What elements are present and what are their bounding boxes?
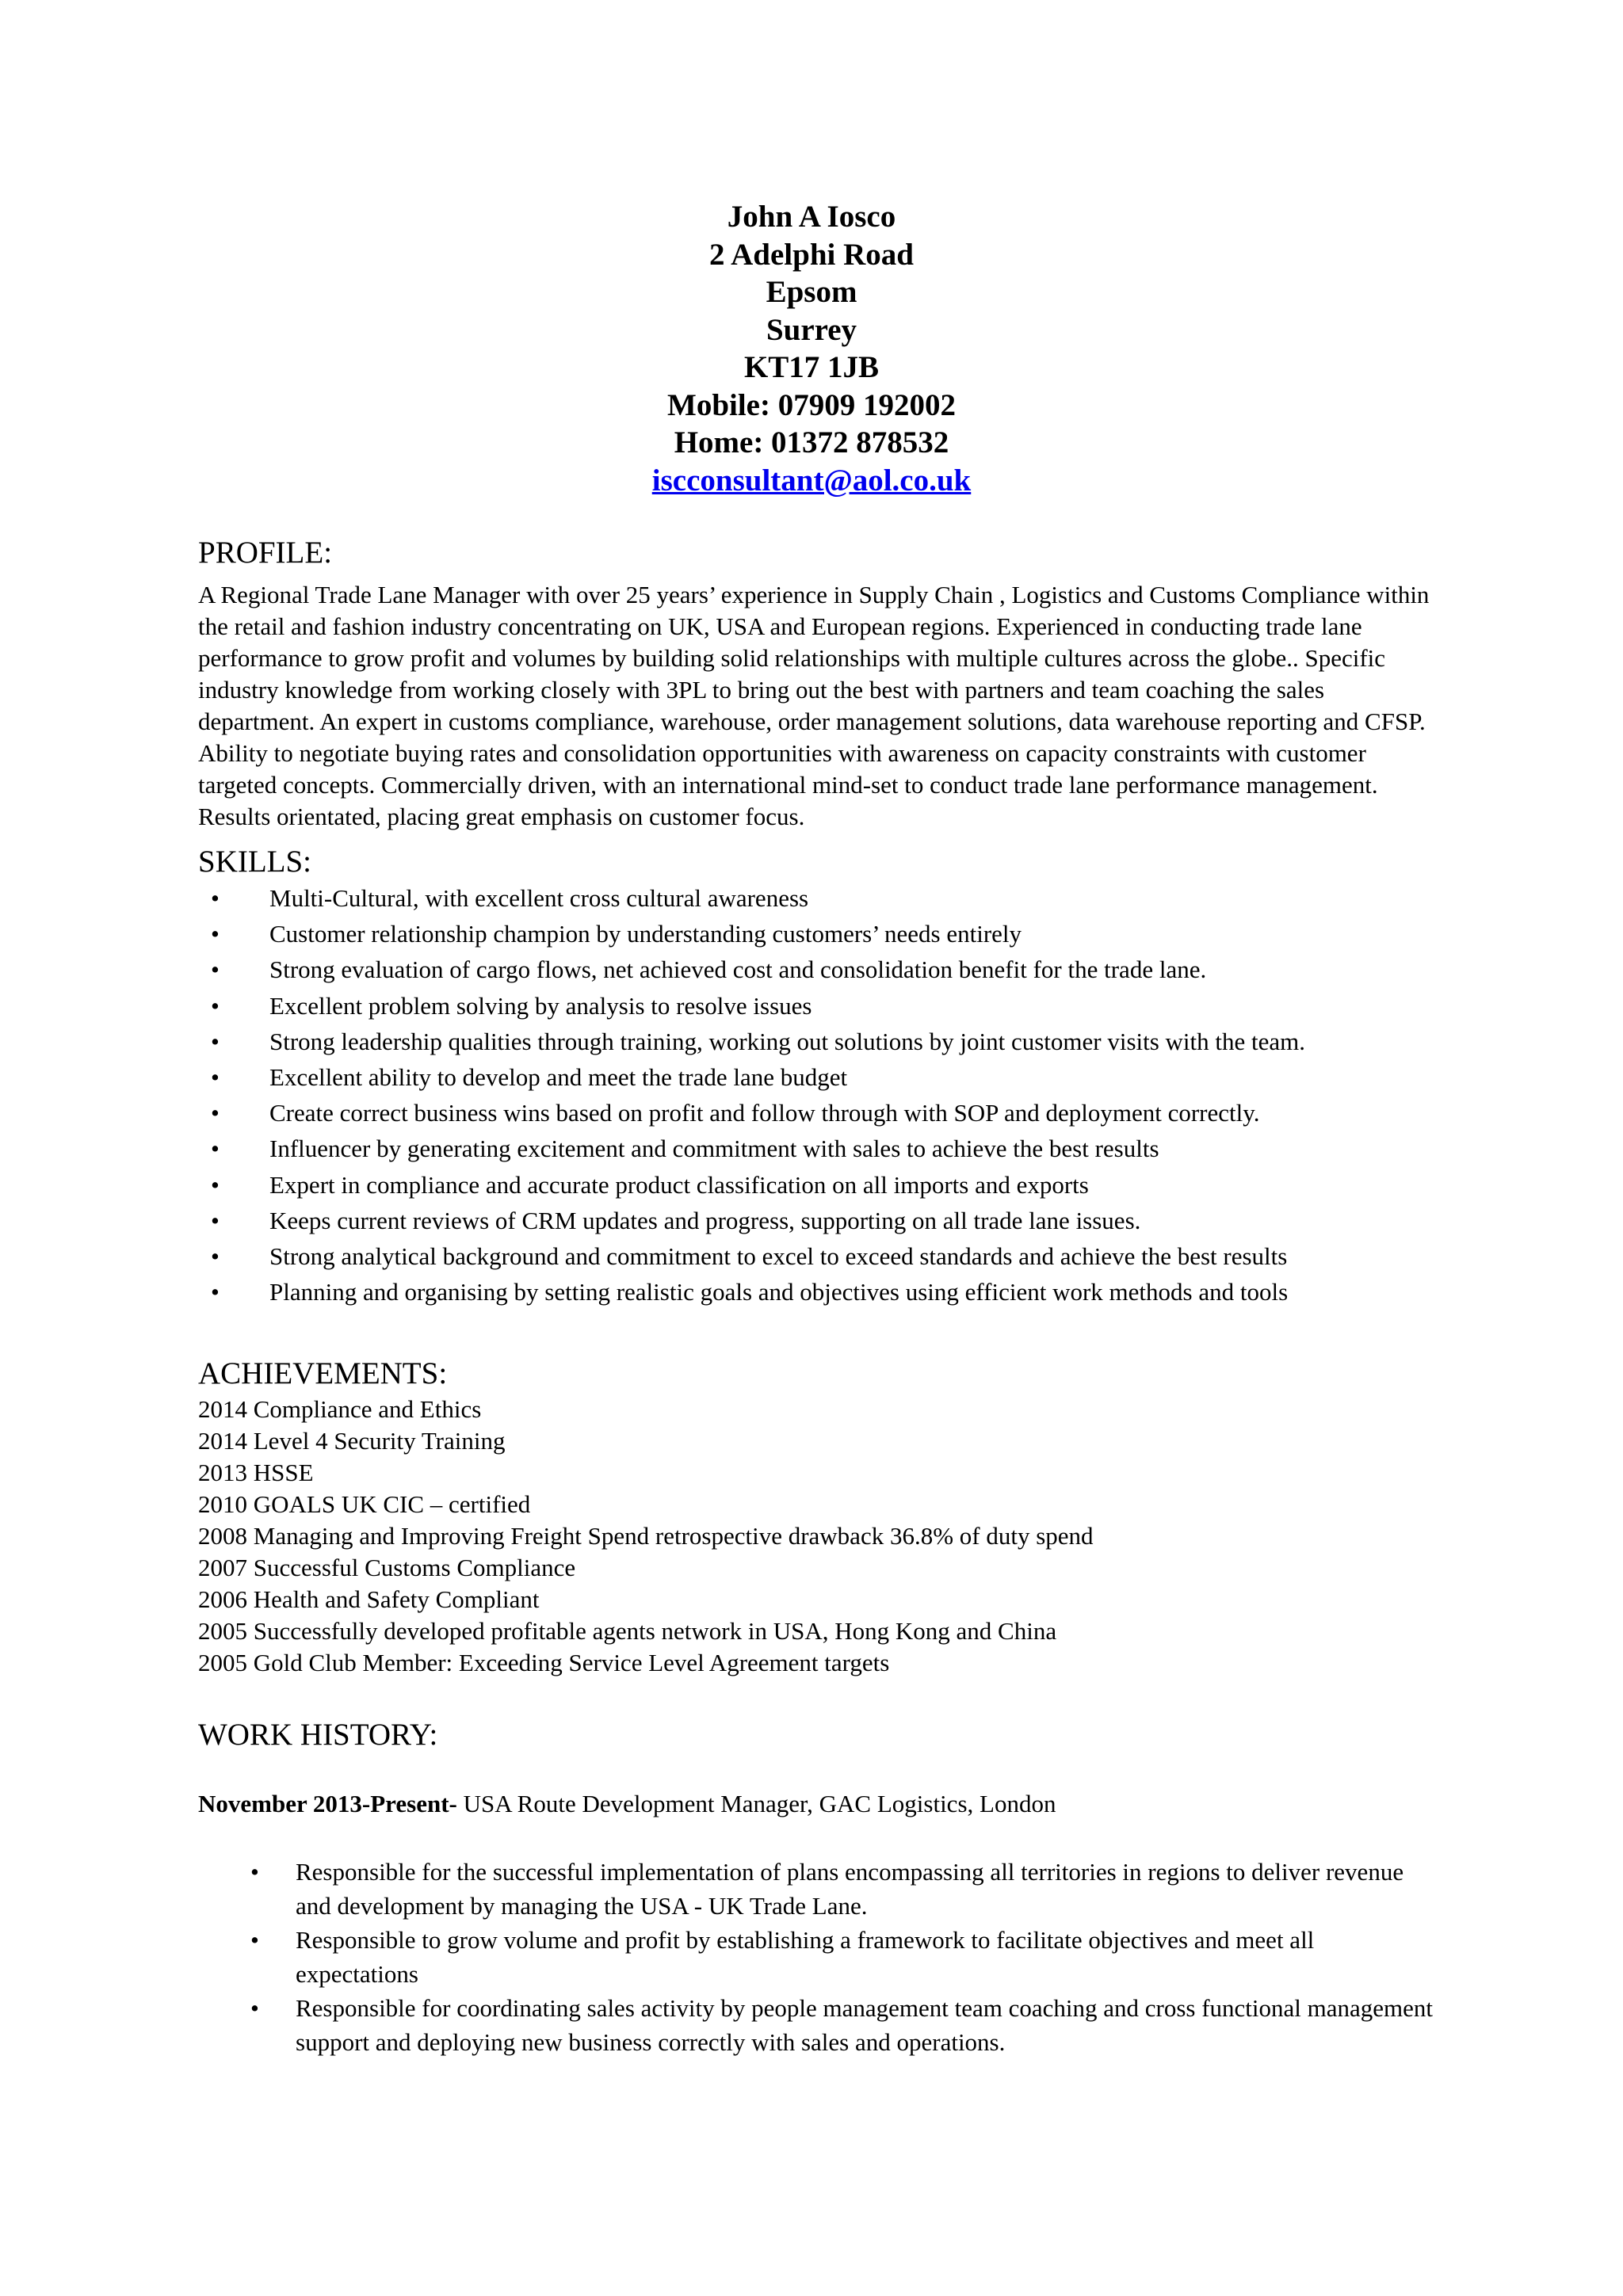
profile-text: A Regional Trade Lane Manager with over 25 years’ experience in Supply Chain , Logistics and Customs Compliance within the retail and fashion industry concentrating on UK, USA and European regions. Experienced in conducting trade lane performance to grow profit and volumes by building solid relationships with multiple cultures across the globe.. Specific industry knowledge from working closely with 3PL to bring out the best with partners and team coaching the sales department. An expert in customs compliance, warehouse, order management solutions, data warehouse reporting and CFSP. Ability to negotiate buying rates and consolidation opportunities with awareness on capacity constraints with customer targeted concepts. Commercially driven, with an international mind-set to conduct trade lane performance management. Results orientated, placing great emphasis on customer focus. [198,581,1430,830]
contact-header [0,198,1623,499]
achievements-heading: ACHIEVEMENTS: [198,1356,448,1391]
skill-item: • Multi-Cultural, with excellent cross cultural awareness [198,880,1442,916]
work-history-heading: WORK HISTORY: [198,1718,438,1753]
skill-item: • Strong evaluation of cargo flows, net achieved cost and consolidation benefit for the trade lane. [198,952,1442,987]
skills-heading: SKILLS: [198,845,312,879]
bullet-icon: • [211,1135,220,1163]
skill-item: • Create correct business wins based on profit and follow through with SOP and deployment correctly. [198,1095,1442,1131]
achievement-item: 2008 Managing and Improving Freight Spend retrospective drawback 36.8% of duty spend [198,1522,1094,1550]
skill-item: • Planning and organising by setting realistic goals and objectives using efficient work methods and tools [198,1274,1442,1310]
job-period: November 2013-Present- [198,1790,457,1818]
bullet-icon: • [211,884,220,912]
duty-item: • Responsible for the successful implementation of plans encompassing all territories in regions to deliver revenue and development by managing the USA - UK Trade Lane. [198,1855,1442,1923]
skill-item: • Customer relationship champion by understanding customers’ needs entirely [198,916,1442,952]
skill-item: • Excellent ability to develop and meet the trade lane budget [198,1059,1442,1095]
job-duties-list [198,1855,1442,2059]
bullet-icon: • [211,1206,220,1234]
skills-list [198,880,1442,1310]
skill-item: • Keeps current reviews of CRM updates and progress, supporting on all trade lane issues. [198,1203,1442,1238]
candidate-name: John A Iosco [727,200,896,234]
home-number: Home: 01372 878532 [674,425,949,460]
skill-item: • Influencer by generating excitement and commitment with sales to achieve the best results [198,1131,1442,1166]
job-role: USA Route Development Manager, GAC Logistics, London [456,1790,1056,1818]
skill-item: • Strong leadership qualities through training, working out solutions by joint customer visits with the team. [198,1024,1442,1059]
skill-item: • Strong analytical background and commitment to excel to exceed standards and achieve the best results [198,1238,1442,1274]
address-county: Surrey [766,312,857,347]
bullet-icon: • [211,1278,220,1306]
achievement-item: 2005 Successfully developed profitable agents network in USA, Hong Kong and China [198,1617,1057,1646]
bullet-icon: • [211,1242,220,1271]
resume-body [198,535,1442,2059]
achievement-item: 2006 Health and Safety Compliant [198,1585,540,1614]
bullet-icon: • [250,1858,259,1886]
bullet-icon: • [250,1926,259,1955]
duty-item: • Responsible for coordinating sales activity by people management team coaching and cross functional management support and deploying new business correctly with sales and operations. [198,1991,1442,2059]
achievement-item: 2013 HSSE [198,1459,314,1487]
address-postcode: KT17 1JB [743,350,880,384]
bullet-icon: • [211,1170,220,1199]
bullet-icon: • [211,1099,220,1127]
bullet-icon: • [211,991,220,1020]
bullet-icon: • [250,1994,259,2023]
achievement-item: 2014 Compliance and Ethics [198,1395,482,1424]
job-title-line [198,1788,1442,1820]
duty-item: • Responsible to grow volume and profit by establishing a framework to facilitate objectives and meet all expectations [198,1923,1442,1991]
bullet-icon: • [211,1063,220,1092]
profile-heading: PROFILE: [198,536,333,570]
email-line [0,462,1623,500]
mobile-number: Mobile: 07909 192002 [667,387,956,422]
achievement-item: 2014 Level 4 Security Training [198,1427,506,1455]
email-link[interactable]: iscconsultant@aol.co.uk [651,463,972,498]
bullet-icon: • [211,1027,220,1055]
achievement-item: 2005 Gold Club Member: Exceeding Service Level Agreement targets [198,1649,890,1677]
bullet-icon: • [211,920,220,948]
achievement-item: 2007 Successful Customs Compliance [198,1554,576,1582]
skill-item: • Excellent problem solving by analysis to resolve issues [198,988,1442,1024]
address-line: 2 Adelphi Road [709,237,914,272]
achievements-list [198,1394,1442,1679]
skill-item: • Expert in compliance and accurate product classification on all imports and exports [198,1167,1442,1203]
bullet-icon: • [211,955,220,984]
address-town: Epsom [766,275,857,309]
achievement-item: 2010 GOALS UK CIC – certified [198,1490,531,1519]
